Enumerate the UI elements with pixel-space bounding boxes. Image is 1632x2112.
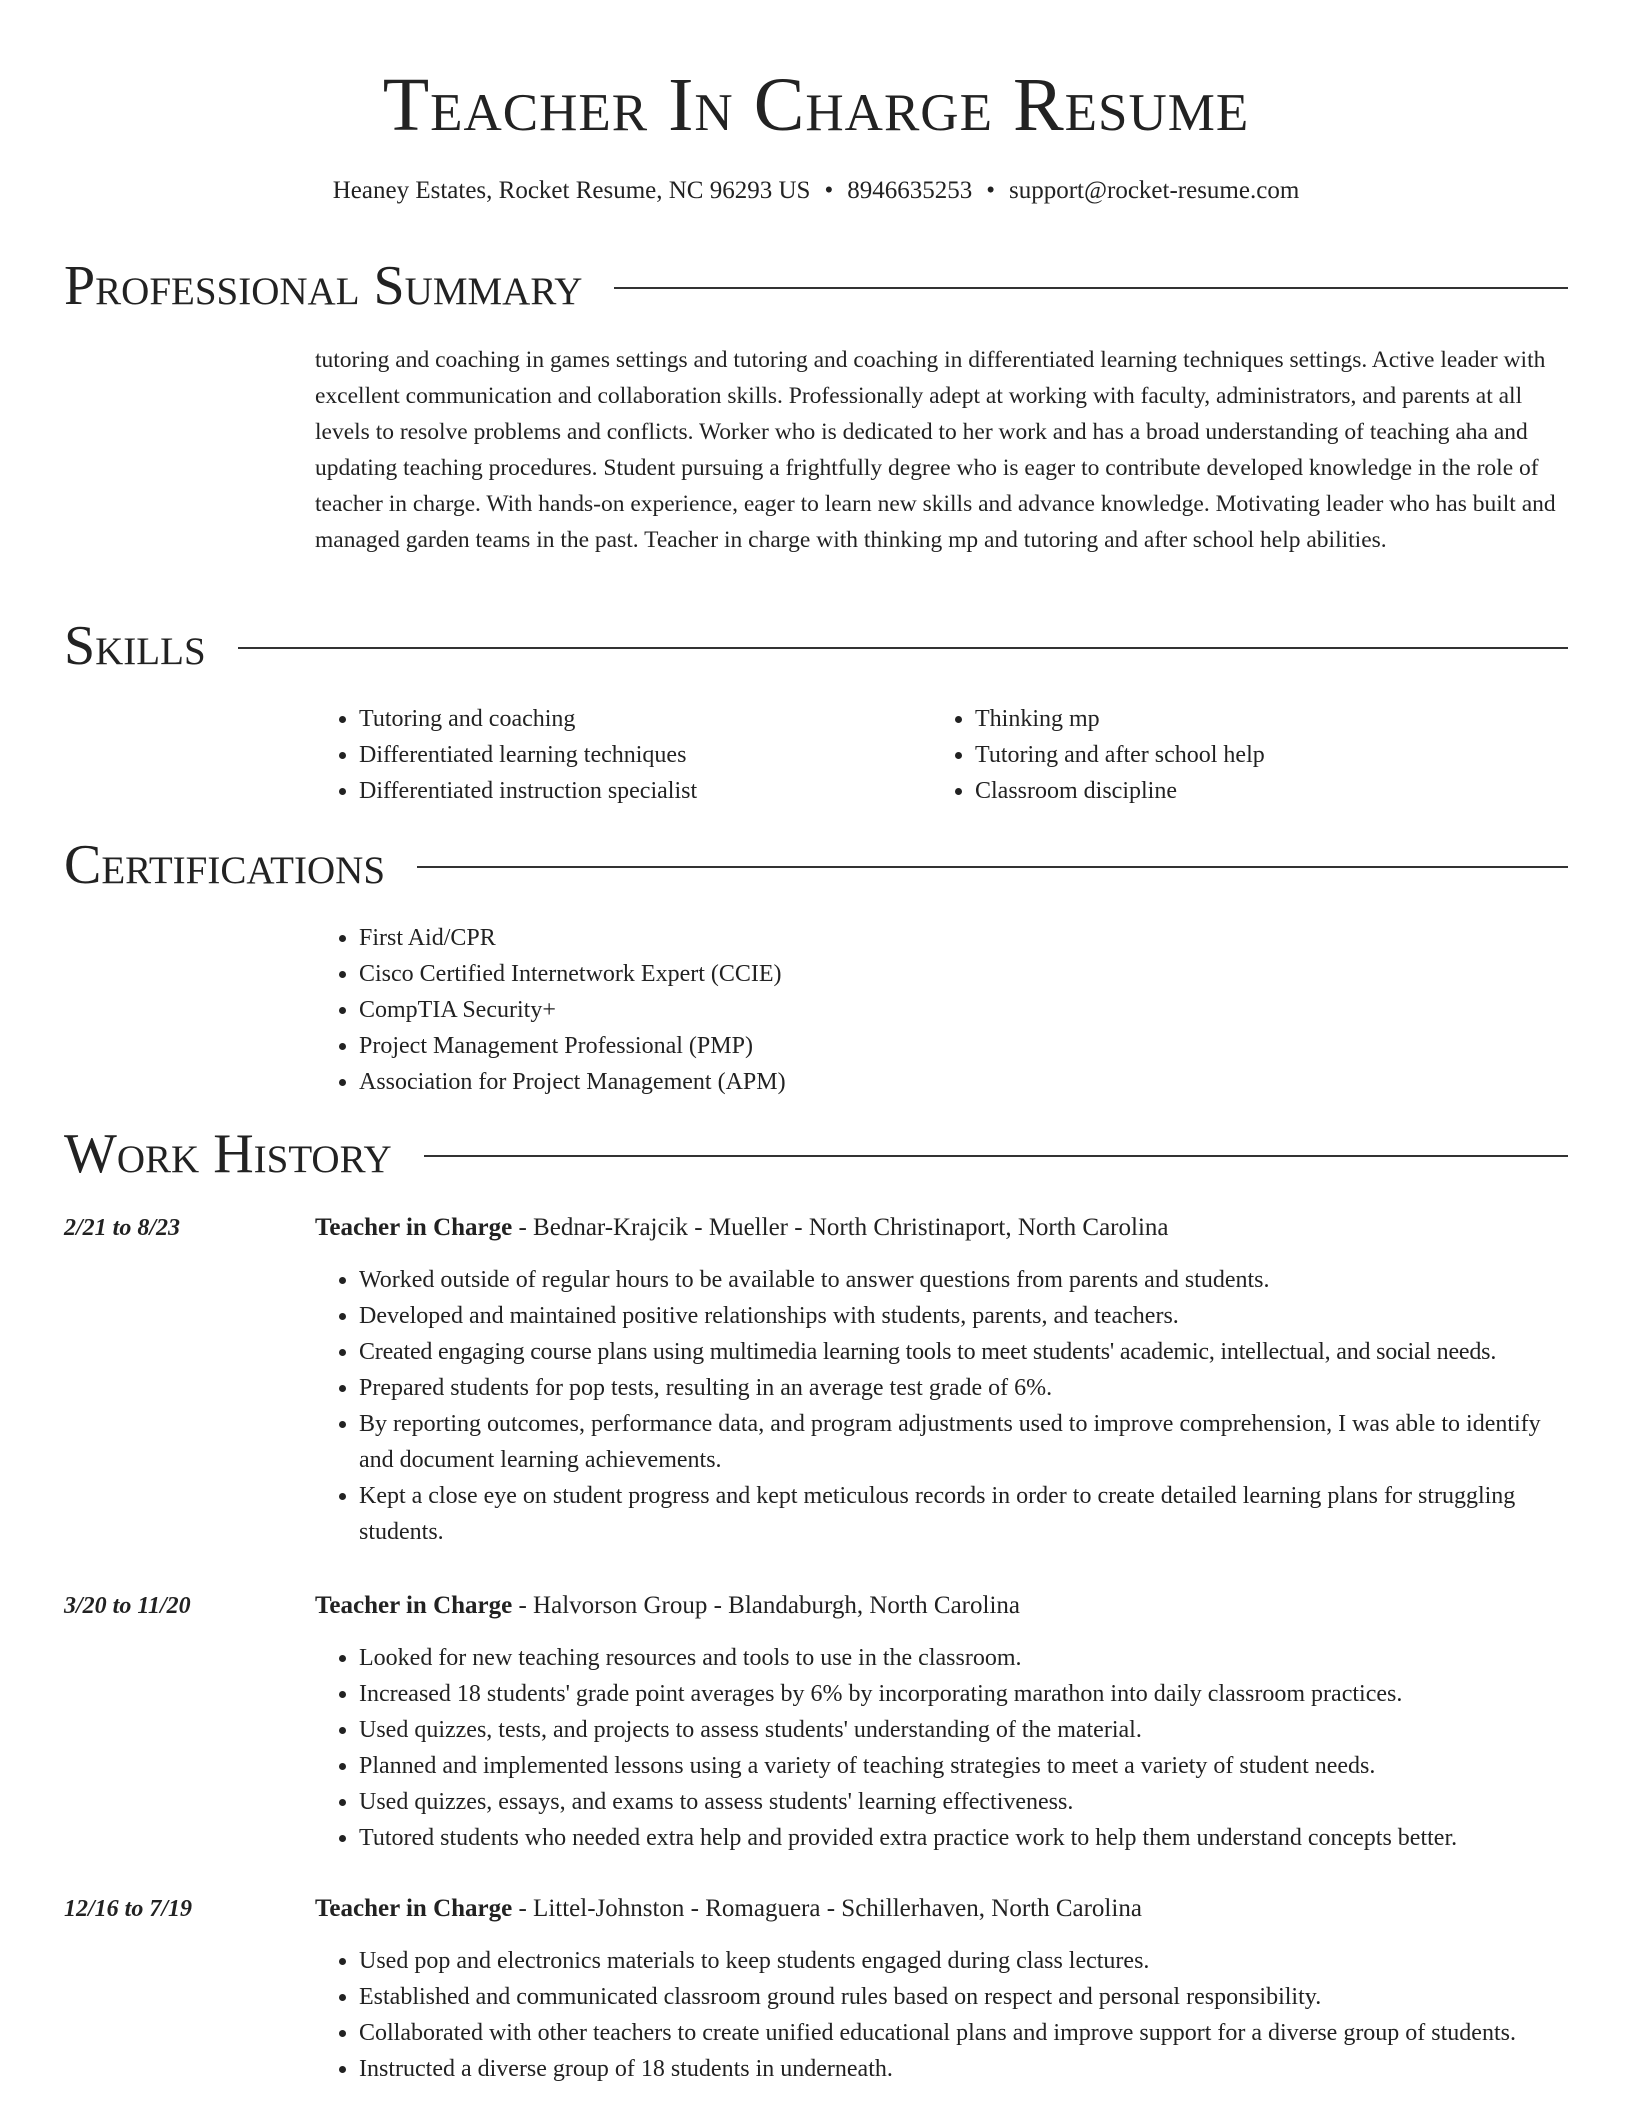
skills-heading: Skills <box>64 615 206 677</box>
job-bullet: • Established and communicated classroom ground rules based on respect and personal responsibility. <box>359 1979 1568 2015</box>
skills-column-right <box>931 701 1531 809</box>
job-dates: 2/21 to 8/23 <box>64 1215 181 1241</box>
job-bullet: • Tutored students who needed extra help and provided extra practice work to help them understand concepts better. <box>359 1820 1568 1856</box>
certifications-heading: Certifications <box>64 834 386 896</box>
job-heading <box>315 1210 1168 1246</box>
skill-item: • Classroom discipline <box>975 773 1531 809</box>
job-heading <box>315 1891 1142 1927</box>
certification-item: • First Aid/CPR <box>359 920 1515 956</box>
job-bullet: • Created engaging course plans using multimedia learning tools to meet students' academic, intellectual, and social needs. <box>359 1334 1568 1370</box>
certifications-list <box>315 920 1515 1100</box>
job-dates: 12/16 to 7/19 <box>64 1896 193 1922</box>
job-bullets <box>315 1262 1568 1550</box>
summary-heading: Professional Summary <box>64 255 583 317</box>
section-divider <box>417 866 1568 868</box>
job-employer: - Littel-Johnston - Romaguera - Schillerhaven, North Carolina <box>512 1895 1142 1922</box>
skill-item: • Thinking mp <box>975 701 1531 737</box>
contact-separator: • <box>986 177 995 204</box>
contact-address: Heaney Estates, Rocket Resume, NC 96293 US <box>332 177 811 204</box>
certification-item: • Project Management Professional (PMP) <box>359 1028 1515 1064</box>
contact-line <box>0 174 1632 208</box>
skill-item: • Differentiated learning techniques <box>359 737 915 773</box>
section-divider <box>238 647 1568 649</box>
section-divider <box>424 1155 1568 1157</box>
job-bullet: • Developed and maintained positive relationships with students, parents, and teachers. <box>359 1298 1568 1334</box>
skills-section-header <box>64 614 1568 678</box>
work-history-section-header <box>64 1122 1568 1186</box>
job-bullet: • Used quizzes, essays, and exams to assess students' learning effectiveness. <box>359 1784 1568 1820</box>
skill-item: • Tutoring and after school help <box>975 737 1531 773</box>
job-bullet: • Prepared students for pop tests, resulting in an average test grade of 6%. <box>359 1370 1568 1406</box>
job-bullet: • Instructed a diverse group of 18 students in underneath. <box>359 2051 1568 2087</box>
skills-column-left <box>315 701 915 809</box>
job-title: Teacher in Charge <box>315 1592 513 1619</box>
job-bullet: • Planned and implemented lessons using a variety of teaching strategies to meet a variety of student needs. <box>359 1748 1568 1784</box>
job-bullets <box>315 1640 1568 1856</box>
skill-item: • Differentiated instruction specialist <box>359 773 915 809</box>
certification-item: • CompTIA Security+ <box>359 992 1515 1028</box>
job-bullet: • Kept a close eye on student progress and kept meticulous records in order to create detailed learning plans for struggling students. <box>359 1478 1568 1550</box>
job-bullets <box>315 1943 1568 2087</box>
certification-item: • Association for Project Management (APM) <box>359 1064 1515 1100</box>
job-employer: - Bednar-Krajcik - Mueller - North Christinaport, North Carolina <box>512 1214 1169 1241</box>
contact-separator: • <box>824 177 834 204</box>
job-dates: 3/20 to 11/20 <box>64 1593 191 1619</box>
work-history-heading: Work History <box>64 1123 392 1185</box>
job-bullet: • Used quizzes, tests, and projects to assess students' understanding of the material. <box>359 1712 1568 1748</box>
job-bullet: • Looked for new teaching resources and tools to use in the classroom. <box>359 1640 1568 1676</box>
job-bullet: • Increased 18 students' grade point averages by 6% by incorporating marathon into daily classroom practices. <box>359 1676 1568 1712</box>
contact-email: support@rocket-resume.com <box>1008 177 1300 204</box>
summary-text: tutoring and coaching in games settings and tutoring and coaching in differentiated learning techniques settings. Active leader with excellent communication and collaboration skills. Professionally adept at working with faculty, administrators, and parents at all levels to resolve problems and conflicts. Worker who is dedicated to her work and has a broad understanding of teaching aha and updating teaching procedures. Student pursuing a frightfully degree who is eager to contribute developed knowledge in the role of teacher in charge. With hands-on experience, eager to learn new skills and advance knowledge. Motivating leader who has built and managed garden teams in the past. Teacher in charge with thinking mp and tutoring and after school help abilities. <box>315 347 1556 553</box>
job-bullet: • Worked outside of regular hours to be available to answer questions from parents and students. <box>359 1262 1568 1298</box>
certifications-section-header <box>64 833 1568 897</box>
resume-title: Teacher In Charge Resume <box>382 63 1250 147</box>
job-bullet: • Collaborated with other teachers to create unified educational plans and improve support for a diverse group of students. <box>359 2015 1568 2051</box>
job-title: Teacher in Charge <box>315 1895 513 1922</box>
job-bullet: • By reporting outcomes, performance data, and program adjustments used to improve comprehension, I was able to identify and document learning achievements. <box>359 1406 1568 1478</box>
summary-section-header <box>64 254 1568 318</box>
job-title: Teacher in Charge <box>315 1214 513 1241</box>
job-bullet: • Used pop and electronics materials to keep students engaged during class lectures. <box>359 1943 1568 1979</box>
certification-item: • Cisco Certified Internetwork Expert (CCIE) <box>359 956 1515 992</box>
job-employer: - Halvorson Group - Blandaburgh, North Carolina <box>512 1592 1020 1619</box>
contact-phone: 8946635253 <box>847 177 973 204</box>
job-heading <box>315 1588 1020 1624</box>
skill-item: • Tutoring and coaching <box>359 701 915 737</box>
section-divider <box>614 287 1568 289</box>
